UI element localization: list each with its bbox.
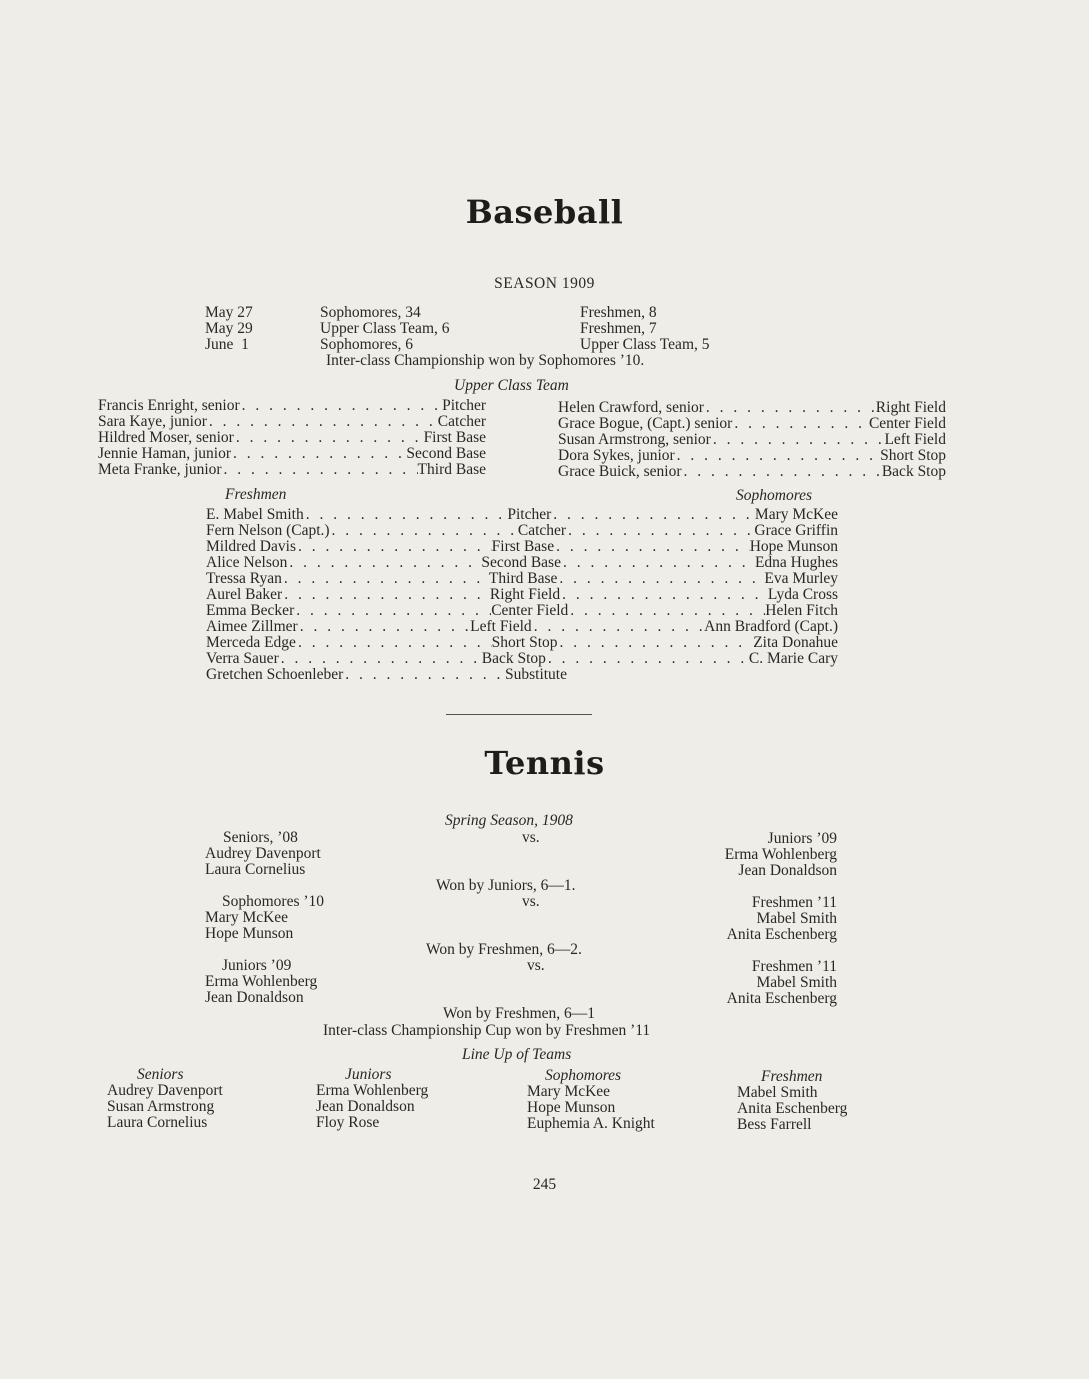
leader-dots — [566, 523, 754, 539]
lineup-position: Right Field — [489, 586, 561, 603]
lineup-position: Back Stop — [481, 650, 546, 667]
player-position: Back Stop — [881, 463, 946, 480]
tennis-championship: Inter-class Championship Cup won by Freshmen ’11 — [323, 1022, 651, 1039]
match-result: Won by Freshmen, 6—1 — [443, 1005, 596, 1022]
leader-dots — [557, 571, 764, 587]
player-position: First Base — [423, 429, 486, 446]
leader-dots — [298, 619, 470, 635]
leader-dots — [711, 432, 885, 448]
lineup-position: First Base — [491, 538, 555, 555]
freshman-player: E. Mabel Smith — [206, 506, 304, 523]
team-name: Sophomores — [545, 1067, 622, 1084]
sophomore-player: Zita Donahue — [753, 634, 838, 651]
match-right-team: Juniors ’09 — [767, 830, 837, 847]
tennis-heading: Tennis — [484, 744, 605, 782]
baseball-heading: Baseball — [465, 193, 624, 231]
sophomore-player: Helen Fitch — [765, 602, 839, 619]
freshmen-label: Freshmen — [225, 486, 287, 503]
match-left-player: Jean Donaldson — [205, 989, 304, 1006]
game-team-a: Upper Class Team, 6 — [320, 320, 450, 337]
match-left-team: Sophomores ’10 — [222, 893, 325, 910]
player-position: Center Field — [868, 415, 946, 432]
match-right-player: Anita Eschenberg — [726, 926, 837, 943]
roster-row — [98, 398, 486, 414]
leader-dots — [343, 667, 505, 683]
match-left-team: Seniors, ’08 — [223, 829, 298, 846]
freshman-player: Merceda Edge — [206, 634, 296, 651]
team-player: Bess Farrell — [737, 1116, 812, 1133]
lineup-position: Catcher — [517, 522, 567, 539]
team-player: Hope Munson — [527, 1099, 616, 1116]
game-team-b: Freshmen, 7 — [580, 320, 657, 337]
team-player: Mabel Smith — [737, 1084, 818, 1101]
match-left-team: Juniors ’09 — [222, 957, 292, 974]
leader-dots — [551, 507, 755, 523]
sophomore-player: Edna Hughes — [754, 554, 839, 571]
freshman-player: Alice Nelson — [206, 554, 288, 571]
sophomore-player: Grace Griffin — [754, 522, 839, 539]
lineup-row — [206, 523, 838, 539]
leader-dots — [222, 462, 418, 478]
roster-row — [98, 446, 486, 462]
player-name: Sara Kaye, junior — [98, 413, 207, 430]
leader-dots — [732, 416, 869, 432]
leader-dots — [304, 507, 508, 523]
sophomore-player: Lyda Cross — [767, 586, 839, 603]
leader-dots — [675, 448, 880, 464]
sophomore-player: Hope Munson — [749, 538, 838, 555]
player-position: Pitcher — [442, 397, 486, 414]
freshman-player: Mildred Davis — [206, 538, 296, 555]
match-result: Won by Juniors, 6—1. — [436, 877, 576, 894]
roster-row — [558, 464, 946, 480]
roster-row — [558, 416, 946, 432]
match-right-team: Freshmen ’11 — [751, 958, 837, 975]
player-position: Right Field — [875, 399, 946, 416]
game-date: June 1 — [205, 336, 249, 353]
player-position: Short Stop — [880, 447, 946, 464]
player-position: Third Base — [417, 461, 486, 478]
match-right-player: Jean Donaldson — [738, 862, 837, 879]
lineup-row — [206, 619, 838, 635]
lineup-row — [206, 571, 838, 587]
lineup-position: Second Base — [481, 554, 561, 571]
baseball-championship: Inter-class Championship won by Sophomores ’10. — [326, 352, 645, 369]
roster-row — [98, 414, 486, 430]
upper-class-title: Upper Class Team — [454, 377, 569, 394]
game-team-a: Sophomores, 34 — [320, 304, 421, 321]
team-name: Freshmen — [761, 1068, 823, 1085]
lineup-row — [206, 587, 838, 603]
roster-row — [558, 448, 946, 464]
player-name: Meta Franke, junior — [98, 461, 222, 478]
match-right-player: Mabel Smith — [756, 974, 837, 991]
leader-dots — [282, 587, 490, 603]
leader-dots — [546, 651, 749, 667]
leader-dots — [287, 555, 481, 571]
leader-dots — [296, 635, 492, 651]
lineup-position: Third Base — [488, 570, 558, 587]
lineup-row — [206, 651, 838, 667]
match-left-player: Hope Munson — [205, 925, 294, 942]
section-divider — [446, 714, 592, 715]
freshman-player: Aimee Zillmer — [206, 618, 298, 635]
page-number: 245 — [532, 1176, 557, 1193]
player-position: Second Base — [406, 445, 486, 462]
leader-dots — [682, 464, 882, 480]
team-player: Jean Donaldson — [316, 1098, 415, 1115]
game-date: May 29 — [205, 320, 253, 337]
match-result: Won by Freshmen, 6—2. — [426, 941, 582, 958]
lineup-row — [206, 507, 838, 523]
tennis-lineup-title: Line Up of Teams — [462, 1046, 572, 1063]
freshman-player: Emma Becker — [206, 602, 295, 619]
leader-dots — [234, 430, 424, 446]
team-player: Audrey Davenport — [107, 1082, 223, 1099]
lineup-position: Left Field — [470, 618, 532, 635]
game-team-b: Freshmen, 8 — [580, 304, 657, 321]
lineup-position: Short Stop — [491, 634, 558, 651]
lineup-row — [206, 555, 838, 571]
match-vs: vs. — [522, 893, 540, 910]
team-player: Erma Wohlenberg — [316, 1082, 429, 1099]
team-player: Mary McKee — [527, 1083, 611, 1100]
roster-row — [98, 430, 486, 446]
team-player: Anita Eschenberg — [737, 1100, 848, 1117]
baseball-season: SEASON 1909 — [494, 275, 595, 292]
sophomores-label: Sophomores — [736, 487, 813, 504]
leader-dots — [330, 523, 518, 539]
player-name: Hildred Moser, senior — [98, 429, 234, 446]
leader-dots — [554, 539, 750, 555]
freshman-player: Gretchen Schoenleber — [206, 666, 344, 683]
freshman-player: Tressa Ryan — [206, 570, 282, 587]
leader-dots — [296, 539, 492, 555]
lineup-row — [206, 667, 567, 683]
match-vs: vs. — [522, 829, 540, 846]
leader-dots — [282, 571, 489, 587]
player-name: Jennie Haman, junior — [98, 445, 232, 462]
match-right-player: Mabel Smith — [756, 910, 837, 927]
lineup-row — [206, 539, 838, 555]
player-name: Helen Crawford, senior — [558, 399, 704, 416]
team-player: Floy Rose — [316, 1114, 380, 1131]
match-left-player: Erma Wohlenberg — [205, 973, 318, 990]
match-left-player: Mary McKee — [205, 909, 289, 926]
freshman-player: Fern Nelson (Capt.) — [206, 522, 330, 539]
leader-dots — [532, 619, 704, 635]
lineup-row — [206, 603, 838, 619]
player-position: Catcher — [437, 413, 486, 430]
leader-dots — [240, 398, 442, 414]
leader-dots — [704, 400, 876, 416]
game-date: May 27 — [205, 304, 253, 321]
match-right-player: Erma Wohlenberg — [724, 846, 837, 863]
team-player: Euphemia A. Knight — [527, 1115, 655, 1132]
player-name: Susan Armstrong, senior — [558, 431, 711, 448]
match-left-player: Audrey Davenport — [205, 845, 321, 862]
lineup-position: Center Field — [491, 602, 569, 619]
game-team-a: Sophomores, 6 — [320, 336, 413, 353]
leader-dots — [207, 414, 438, 430]
sophomore-player: Eva Murley — [764, 570, 839, 587]
sophomore-player: Ann Bradford (Capt.) — [704, 618, 838, 635]
roster-row — [558, 432, 946, 448]
player-name: Grace Buick, senior — [558, 463, 682, 480]
leader-dots — [294, 603, 491, 619]
lineup-row — [206, 635, 838, 651]
leader-dots — [561, 555, 755, 571]
tennis-season: Spring Season, 1908 — [445, 812, 573, 829]
player-position: Left Field — [884, 431, 946, 448]
leader-dots — [560, 587, 768, 603]
match-right-player: Anita Eschenberg — [726, 990, 837, 1007]
player-name: Dora Sykes, junior — [558, 447, 675, 464]
player-name: Francis Enright, senior — [98, 397, 240, 414]
match-left-player: Laura Cornelius — [205, 861, 306, 878]
lineup-position: Pitcher — [507, 506, 552, 523]
leader-dots — [568, 603, 765, 619]
roster-row — [98, 462, 486, 478]
leader-dots — [279, 651, 482, 667]
freshman-player: Verra Sauer — [206, 650, 279, 667]
sophomore-player: C. Marie Cary — [748, 650, 838, 667]
leader-dots — [558, 635, 754, 651]
team-player: Laura Cornelius — [107, 1114, 208, 1131]
match-vs: vs. — [527, 957, 545, 974]
roster-row — [558, 400, 946, 416]
player-name: Grace Bogue, (Capt.) senior — [558, 415, 733, 432]
lineup-position: Substitute — [504, 666, 567, 683]
freshman-player: Aurel Baker — [206, 586, 283, 603]
team-player: Susan Armstrong — [107, 1098, 215, 1115]
team-name: Juniors — [345, 1066, 392, 1083]
team-name: Seniors — [137, 1066, 184, 1083]
match-right-team: Freshmen ’11 — [751, 894, 837, 911]
sophomore-player: Mary McKee — [754, 506, 838, 523]
game-team-b: Upper Class Team, 5 — [580, 336, 710, 353]
leader-dots — [231, 446, 406, 462]
